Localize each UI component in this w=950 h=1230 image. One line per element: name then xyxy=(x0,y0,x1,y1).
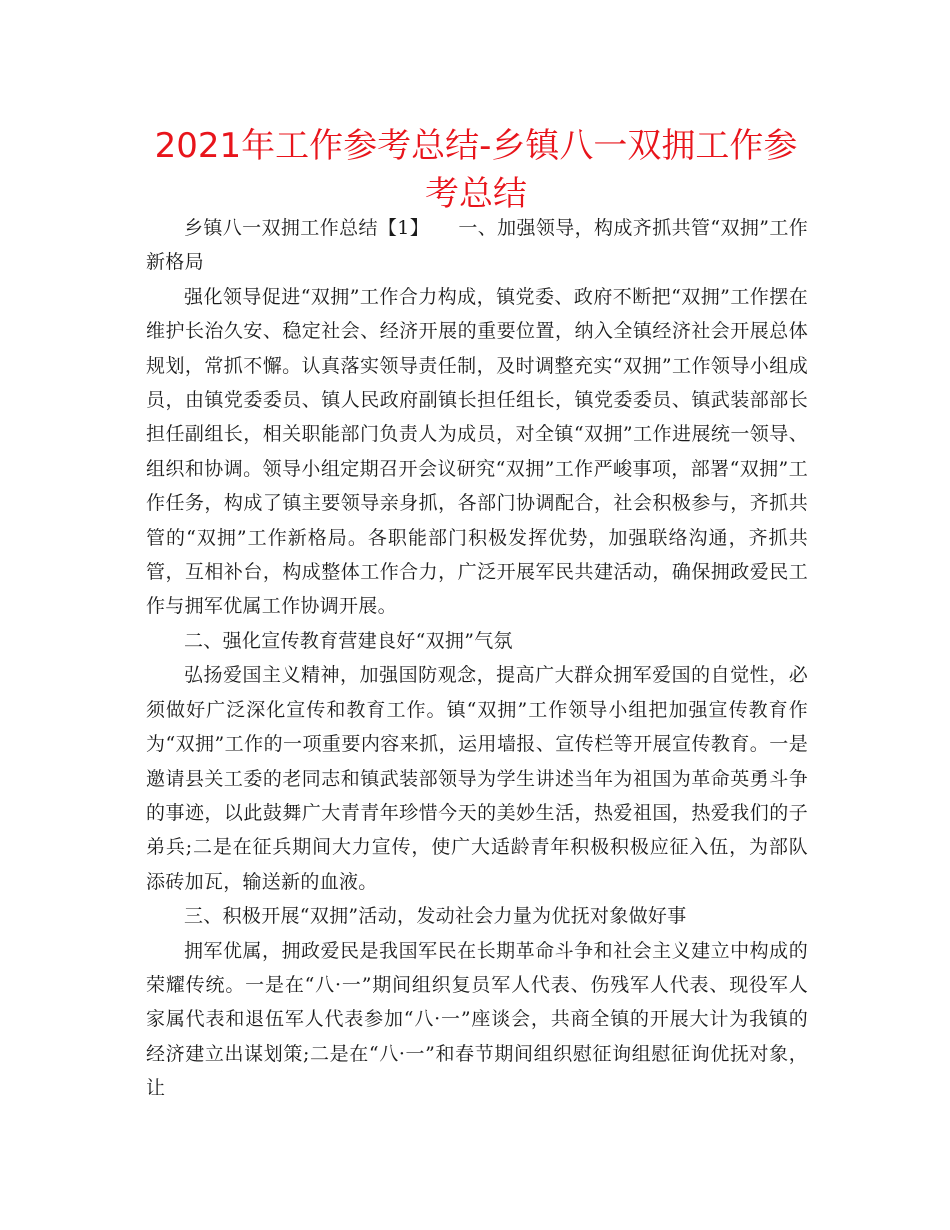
paragraph: 强化领导促进“双拥”工作合力构成，镇党委、政府不断把“双拥”工作摆在维护长治久安、稳定社会、经济开展的重要位置，纳入全镇经济社会开展总体规划，常抓不懈。认真落实领导责任制，及时调整充实“双拥”工作领导小组成员，由镇党委委员、镇人民政府副镇长担任组长，镇党委委员、镇武装部部长担任副组长，相关职能部门负责人为成员，对全镇“双拥”工作进展统一领导、组织和协调。领导小组定期召开会议研究“双拥”工作严峻事项，部署“双拥”工作任务，构成了镇主要领导亲身抓，各部门协调配合，社会积极参与，齐抓共管的“双拥”工作新格局。各职能部门积极发挥优势，加强联络沟通，齐抓共管，互相补台，构成整体工作合力，广泛开展军民共建活动，确保拥政爱民工作与拥军优属工作协调开展。 xyxy=(146,285,808,618)
section-heading: 二、强化宣传教育营建良好“双拥”气氛 xyxy=(184,629,513,652)
document-body xyxy=(146,211,808,1106)
paragraph: 拥军优属，拥政爱民是我国军民在长期革命斗争和社会主义建立中构成的荣耀传统。一是在“八·一”期间组织复员军人代表、伤残军人代表、现役军人家属代表和退伍军人代表参加“八·一”座谈会，共商全镇的开展大计为我镇的经济建立出谋划策;二是在“八·一”和春节期间组织慰征询组慰征询优抚对象，让 xyxy=(146,939,808,1100)
paragraph-intro: 乡镇八一双拥工作总结【1】 一、加强领导，构成齐抓共管“双拥”工作新格局 xyxy=(146,217,808,274)
paragraph: 弘扬爱国主义精神，加强国防观念，提高广大群众拥军爱国的自觉性，必须做好广泛深化宣传和教育工作。镇“双拥”工作领导小组把加强宣传教育作为“双拥”工作的一项重要内容来抓，运用墙报、宣传栏等开展宣传教育。一是邀请县关工委的老同志和镇武装部领导为学生讲述当年为祖国为革命英勇斗争的事迹，以此鼓舞广大青青年珍惜今天的美妙生活，热爱祖国，热爱我们的子弟兵;二是在征兵期间大力宣传，使广大适龄青年积极积极应征入伍，为部队添砖加瓦，输送新的血液。 xyxy=(146,664,808,893)
section-heading: 三、积极开展“双拥”活动，发动社会力量为优抚对象做好事 xyxy=(184,905,687,928)
document-title: 2021年工作参考总结-乡镇八一双拥工作参考总结 xyxy=(154,126,798,214)
